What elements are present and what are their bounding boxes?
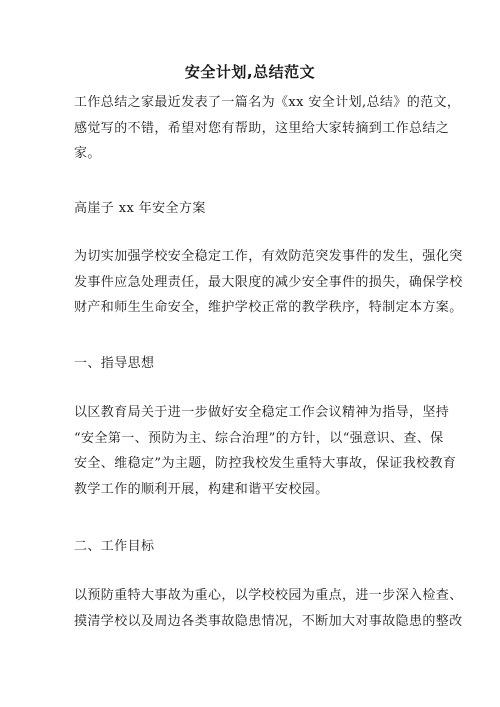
purpose-line: 发事件应急处理责任，最大限度的减少安全事件的损失，确保学校 [74, 274, 463, 290]
purpose-line: 为切实加强学校安全稳定工作，有效防范突发事件的发生，强化突 [74, 249, 463, 264]
section1-line: 以区教育局关于进一步做好安全稳定工作会议精神为指导，坚持 [74, 405, 450, 420]
document-title: 安全计划,总结范文 [184, 63, 316, 81]
section1-line: 教学工作的顺利开展，构建和谐平安校园。 [74, 481, 329, 497]
section1-heading: 一、指导思想 [74, 356, 155, 371]
section1-line: “安全第一、预防为主、综合治理”的方针，以“强意识、查、保 [74, 430, 444, 446]
intro-line: 感觉写的不错，希望对您有帮助，这里给大家转摘到工作总结之 [74, 120, 450, 136]
section1-paragraph [74, 400, 457, 502]
intro-paragraph [74, 90, 461, 167]
intro-line: 家。 [74, 146, 101, 161]
section2-heading: 二、工作目标 [74, 539, 155, 554]
intro-line: 工作总结之家最近发表了一篇名为《xx 安全计划,总结》的范文， [74, 95, 461, 110]
section1-line: 安全、维稳定”为主题，防控我校发生重特大事故，保证我校教育 [74, 456, 457, 471]
section2-line: 以预防重特大事故为重心，以学校校园为重点，进一步深入检查、 [74, 588, 463, 603]
section2-paragraph [74, 583, 463, 634]
purpose-line: 财产和师生生命安全，维护学校正常的教学秩序，特制定本方案。 [74, 300, 463, 315]
plan-title: 高崖子 xx 年安全方案 [74, 201, 206, 216]
section2-line: 摸清学校以及周边各类事故隐患情况，不断加大对事故隐患的整改 [74, 613, 463, 629]
purpose-paragraph [74, 244, 463, 321]
